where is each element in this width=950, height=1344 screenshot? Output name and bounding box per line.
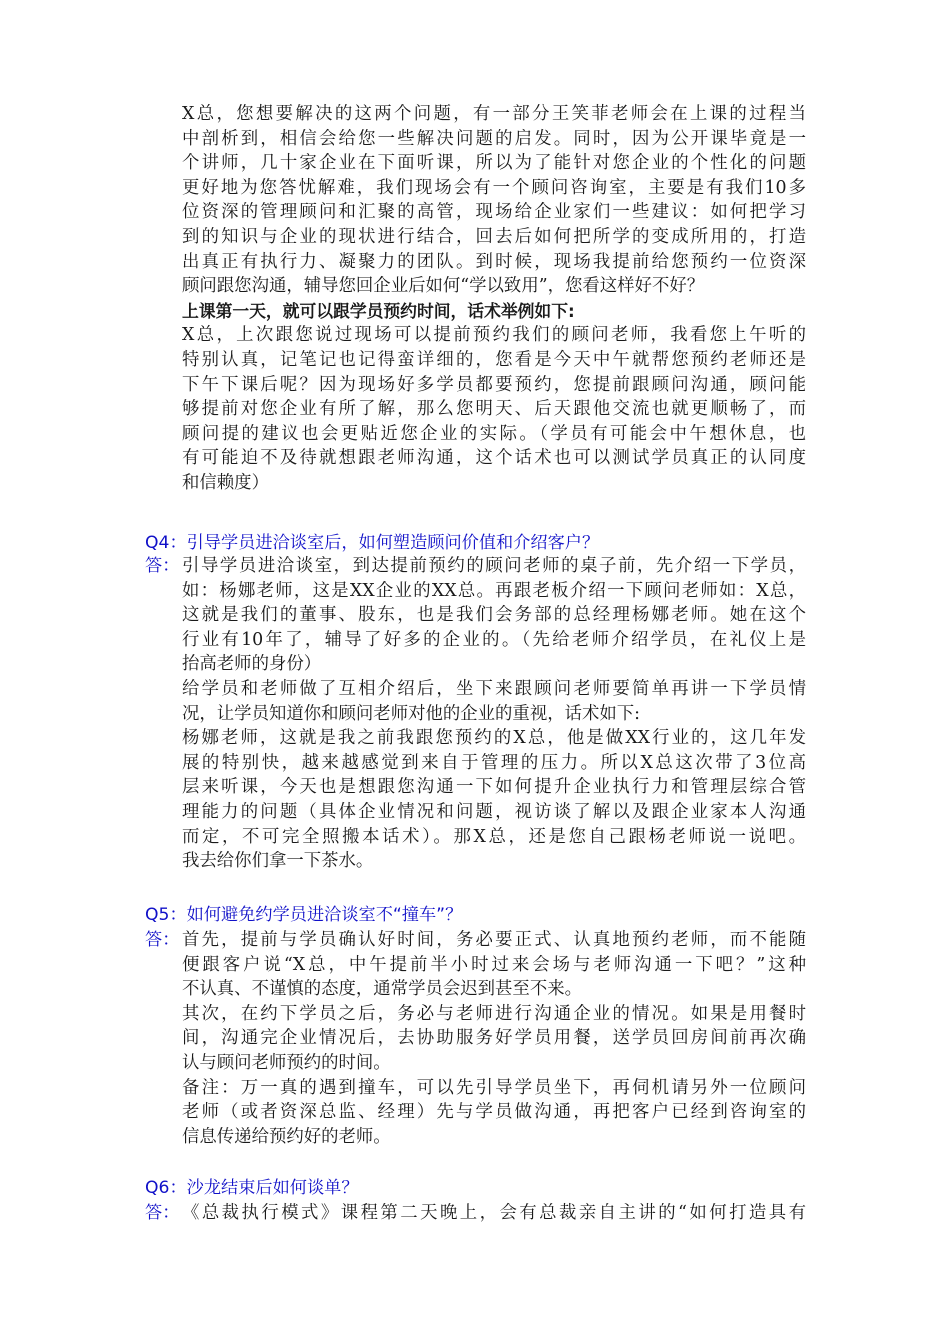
text-line: 有可能迫不及待就想跟老师沟通，这个话术也可以测试学员真正的认同度 (182, 448, 806, 469)
text-line: 层来听课，今天也是想跟您沟通一下如何提升企业执行力和管理层综合管 (182, 777, 806, 798)
answer-q5 (182, 928, 806, 1149)
text-line: 引导学员进洽谈室，到达提前预约的顾问老师的桌子前，先介绍一下学员， (182, 556, 806, 576)
text-line: 信息传递给预约好的老师。 (182, 1126, 391, 1147)
text-line: 而定，不可完全照搬本话术）。那X总，还是您自己跟杨老师说一说吧。 (182, 826, 806, 847)
text-line: 出真正有执行力、凝聚力的团队。到时候，现场我提前给您预约一位资深 (182, 251, 806, 272)
text-line: 抬高老师的身份） (182, 654, 322, 675)
text-line: 杨娜老师，这就是我之前我跟您预约的X总，他是做XX行业的，这几年发 (182, 728, 806, 749)
text-line: 首先，提前与学员确认好时间，务必要正式、认真地预约老师，而不能随 (182, 930, 806, 950)
answer-label: 答： (145, 556, 180, 576)
text-line: 《总裁执行模式》课程第二天晚上，会有总裁亲自主讲的“如何打造具有 (182, 1203, 806, 1223)
text-line: 老师（或者资深总监、经理）先与学员做沟通，再把客户已经到咨询室的 (182, 1102, 806, 1123)
text-line: 位资深的管理顾问和汇聚的高管，现场给企业家们一些建议：如何把学习 (182, 202, 806, 223)
text-line: 够提前对您企业有所了解，那么您明天、后天跟他交流也就更顺畅了，而 (182, 399, 806, 420)
answer-q4 (182, 554, 806, 874)
question-q4: Q4：引导学员进洽谈室后，如何塑造顾问价值和介绍客户？ (145, 533, 600, 553)
text-line: 个讲师，几十家企业在下面听课，所以为了能针对您企业的个性化的问题 (182, 153, 806, 174)
text-line: 我去给你们拿一下茶水。 (182, 851, 374, 872)
question-q5: Q5：如何避免约学员进洽谈室不“撞车”？ (145, 905, 463, 925)
text-line: 到的知识与企业的现状进行结合，回去后如何把所学的变成所用的，打造 (182, 226, 806, 247)
text-line: 下午下课后呢？因为现场好多学员都要预约，您提前跟顾问沟通，顾问能 (182, 374, 806, 395)
text-line: 更好地为您答忧解难，我们现场会有一个顾问咨询室，主要是有我们10多 (182, 177, 806, 198)
text-line: 便跟客户说“X总，中午提前半小时过来会场与老师沟通一下吧？”这种 (182, 954, 806, 975)
text-line: X总，您想要解决的这两个问题，有一部分王笑菲老师会在上课的过程当 (182, 104, 806, 124)
answer-label: 答： (145, 1203, 180, 1223)
section-heading: 上课第一天，就可以跟学员预约时间，话术举例如下: (182, 300, 575, 321)
text-line: 这就是我们的董事、股东，也是我们会务部的总经理杨娜老师。她在这个 (182, 605, 806, 626)
text-line: X总，上次跟您说过现场可以提前预约我们的顾问老师，我看您上午听的 (182, 325, 806, 346)
text-line: 行业有10年了，辅导了好多的企业的。（先给老师介绍学员，在礼仪上是 (182, 629, 806, 650)
text-line: 其次，在约下学员之后，务必与老师进行沟通企业的情况。如果是用餐时 (182, 1003, 806, 1024)
answer-label: 答： (145, 930, 180, 950)
intro-paragraph (182, 102, 806, 496)
text-line: 理能力的问题（具体企业情况和问题，视访谈了解以及跟企业家本人沟通 (182, 801, 806, 822)
text-line: 展的特别快，越来越感觉到来自于管理的压力。所以X总这次带了3位高 (182, 752, 806, 773)
text-line: 特别认真，记笔记也记得蛮详细的，您看是今天中午就帮您预约老师还是 (182, 349, 806, 370)
question-q6: Q6：沙龙结束后如何谈单？ (145, 1178, 359, 1198)
text-line: 顾问提的建议也会更贴近您企业的实际。（学员有可能会中午想休息，也 (182, 423, 806, 444)
text-line: 如：杨娜老师，这是XX企业的XX总。再跟老板介绍一下顾问老师如：X总， (182, 580, 806, 601)
text-line: 给学员和老师做了互相介绍后，坐下来跟顾问老师要简单再讲一下学员情 (182, 678, 806, 699)
text-line: 和信赖度） (182, 472, 269, 493)
text-line: 顾问跟您沟通，辅导您回企业后如何“学以致用”，您看这样好不好？ (182, 276, 705, 297)
text-line: 认与顾问老师预约的时间。 (182, 1052, 391, 1073)
text-line: 不认真、不谨慎的态度，通常学员会迟到甚至不来。 (182, 979, 582, 1000)
text-line: 况，让学员知道你和顾问老师对他的企业的重视，话术如下: (182, 703, 641, 724)
text-line: 间，沟通完企业情况后，去协助服务好学员用餐，送学员回房间前再次确 (182, 1028, 806, 1049)
text-line: 备注：万一真的遇到撞车，可以先引导学员坐下，再伺机请另外一位顾问 (182, 1077, 806, 1098)
text-line: 中剖析到，相信会给您一些解决问题的启发。同时，因为公开课毕竟是一 (182, 128, 806, 149)
answer-q6 (182, 1201, 806, 1226)
